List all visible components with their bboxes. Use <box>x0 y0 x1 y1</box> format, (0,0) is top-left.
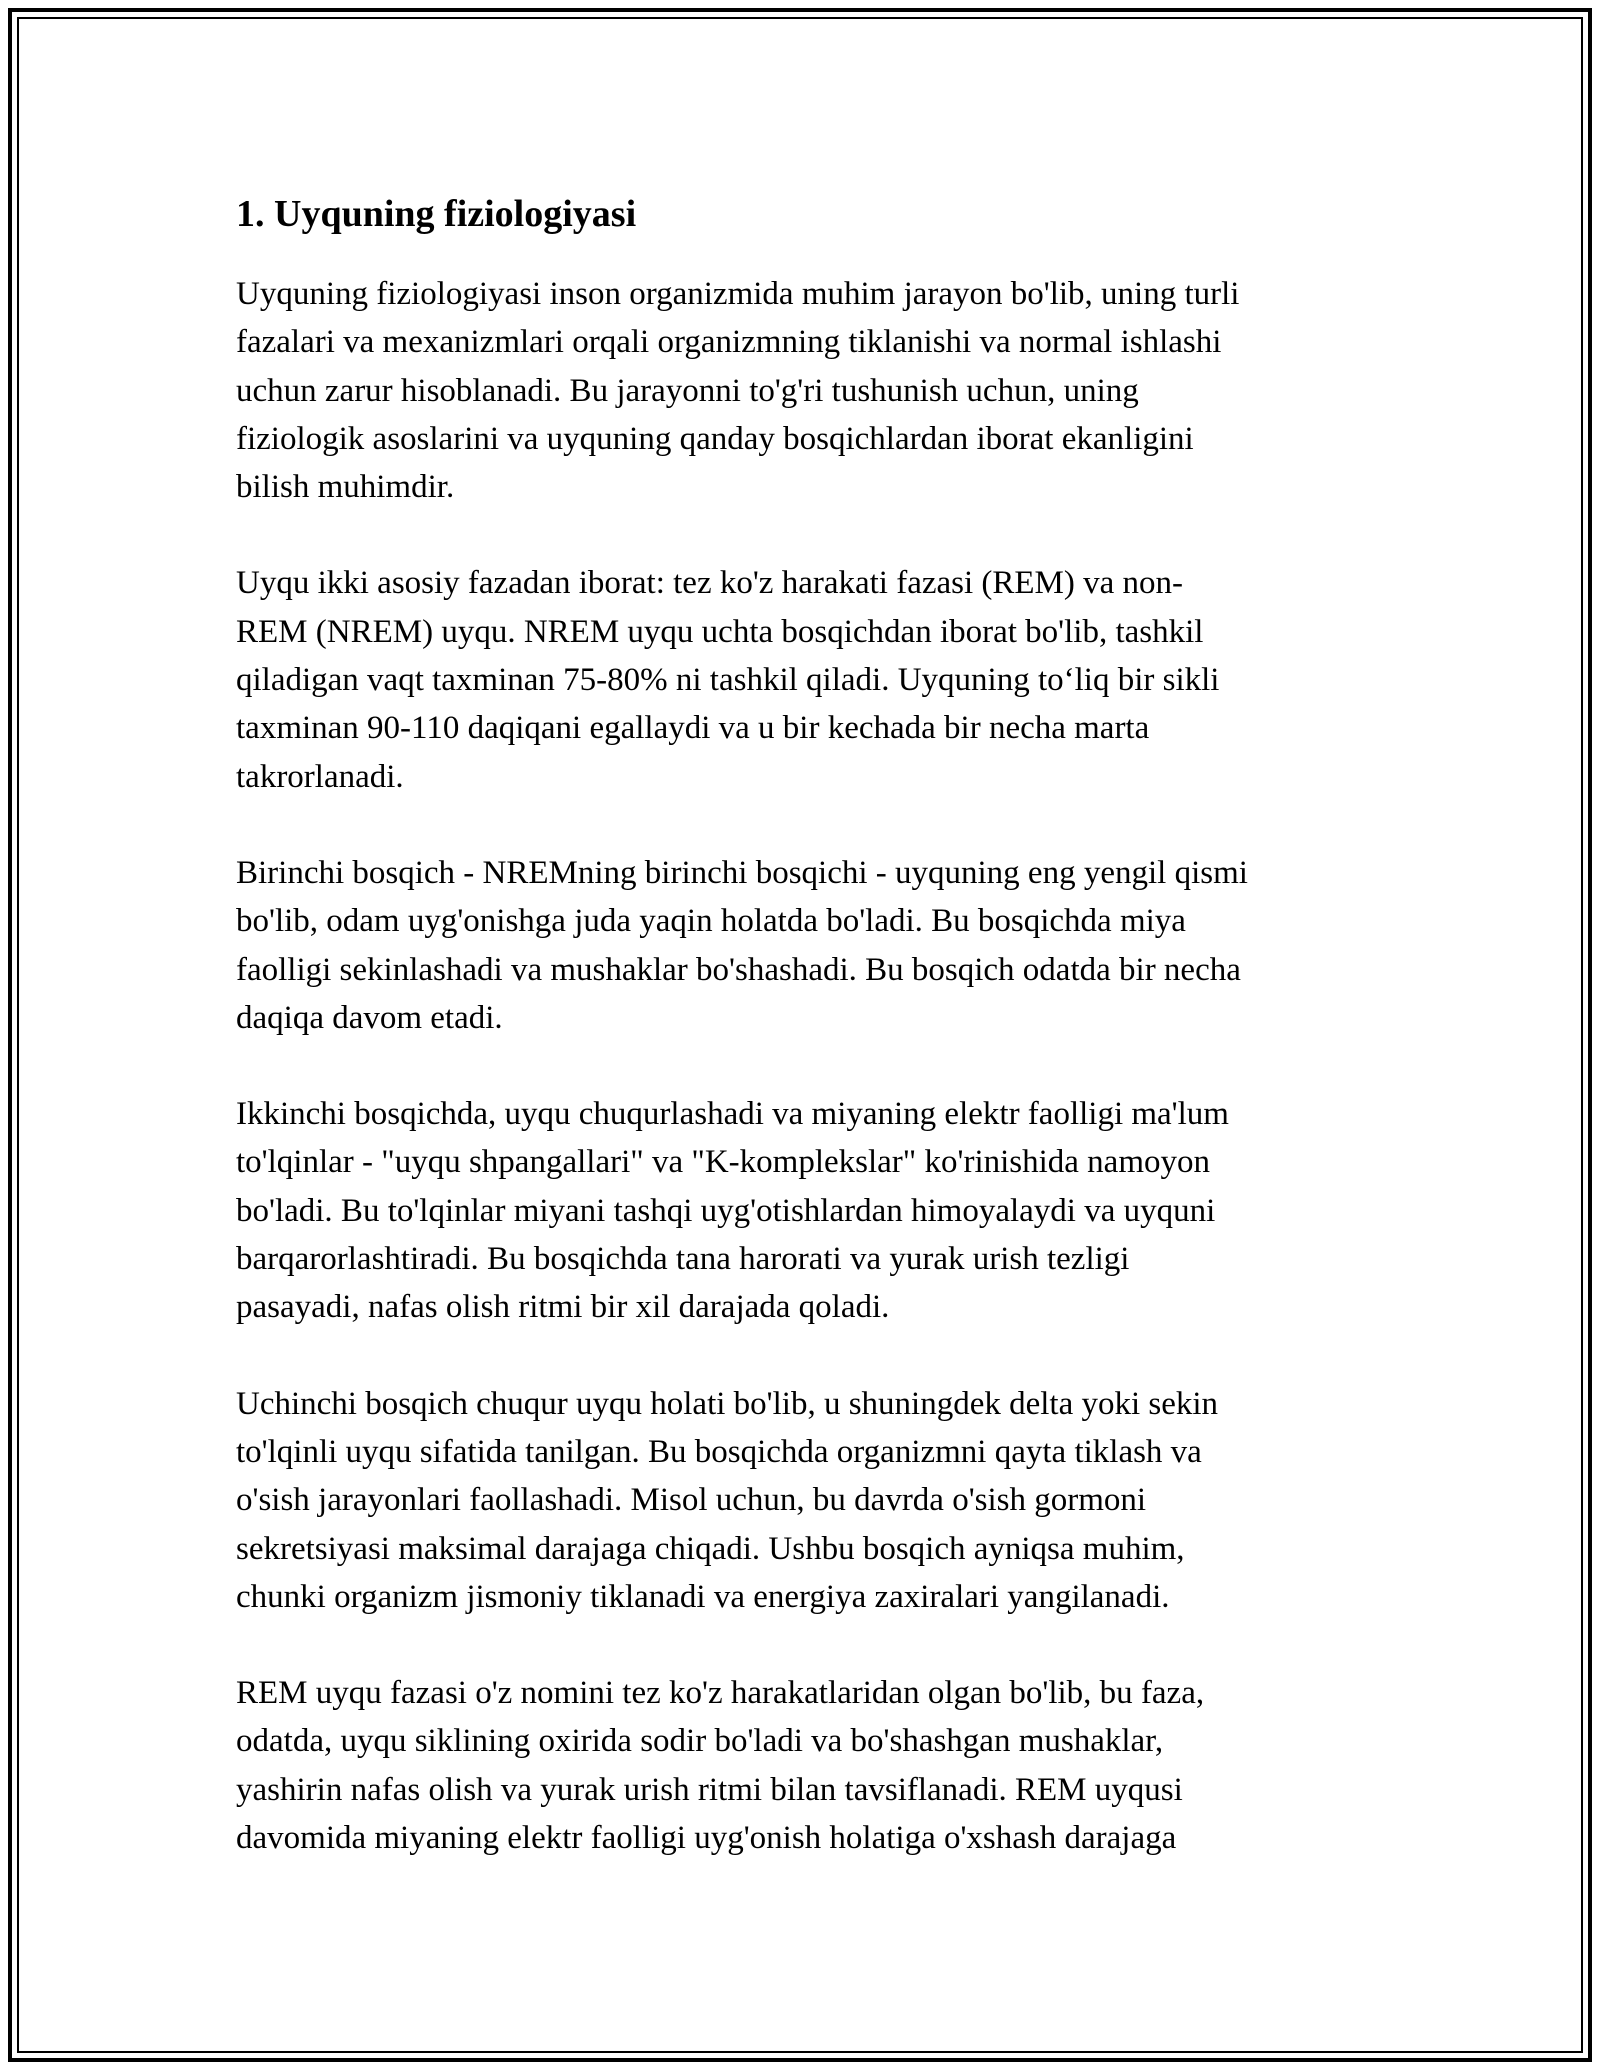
text-line: uchun zarur hisoblanadi. Bu jarayonni to'g'ri tushunish uchun, uning <box>236 372 1139 409</box>
paragraph-third-stage <box>236 1380 1376 1621</box>
text-line: davomida miyaning elektr faolligi uyg'onish holatiga o'xshash darajaga <box>236 1820 1177 1857</box>
paragraph-sleep-phases <box>236 559 1376 800</box>
text-line: o'sish jarayonlari faollashadi. Misol uchun, bu davrda o'sish gormoni <box>236 1482 1147 1519</box>
paragraph-rem-phase <box>236 1669 1376 1862</box>
text-line: bo'lib, odam uyg'onishga juda yaqin holatda bo'ladi. Bu bosqichda miya <box>236 903 1186 940</box>
text-line: odatda, uyqu siklining oxirida sodir bo'ladi va bo'shashgan mushaklar, <box>236 1723 1164 1760</box>
text-line: Uyquning fiziologiyasi inson organizmida muhim jarayon bo'lib, uning turli <box>236 276 1240 312</box>
text-line: yashirin nafas olish va yurak urish ritmi bilan tavsiflanadi. REM uyqusi <box>236 1771 1183 1808</box>
text-line: takrorlanadi. <box>236 758 404 795</box>
text-line: sekretsiyasi maksimal darajaga chiqadi. Ushbu bosqich ayniqsa muhim, <box>236 1530 1185 1567</box>
text-line: daqiqa davom etadi. <box>236 999 503 1036</box>
text-line: bilish muhimdir. <box>236 469 455 506</box>
text-line: chunki organizm jismoniy tiklanadi va energiya zaxiralari yangilanadi. <box>236 1578 1170 1615</box>
text-line: pasayadi, nafas olish ritmi bir xil darajada qoladi. <box>236 1289 890 1326</box>
text-line: REM (NREM) uyqu. NREM uyqu uchta bosqichdan iborat bo'lib, tashkil <box>236 613 1204 650</box>
text-line: taxminan 90-110 daqiqani egallaydi va u bir kechada bir necha marta <box>236 710 1150 747</box>
text-line: REM uyqu fazasi o'z nomini tez ko'z harakatlaridan olgan bo'lib, bu faza, <box>236 1675 1205 1712</box>
text-line: to'lqinlar - "uyqu shpangallari" va "K-komplekslar" ko'rinishida namoyon <box>236 1144 1210 1181</box>
text-line: fazalari va mexanizmlari orqali organizmning tiklanishi va normal ishlashi <box>236 324 1222 361</box>
text-line: to'lqinli uyqu sifatida tanilgan. Bu bosqichda organizmni qayta tiklash va <box>236 1433 1202 1470</box>
text-line: Ikkinchi bosqichda, uyqu chuqurlashadi va miyaning elektr faolligi ma'lum <box>236 1096 1229 1133</box>
text-line: bo'ladi. Bu to'lqinlar miyani tashqi uyg'otishlardan himoyalaydi va uyquni <box>236 1192 1216 1229</box>
paragraph-first-stage <box>236 849 1376 1042</box>
text-line: Birinchi bosqich - NREMning birinchi bosqichi - uyquning eng yengil qismi <box>236 854 1248 891</box>
text-line: qiladigan vaqt taxminan 75-80% ni tashkil qiladi. Uyquning to‘liq bir sikli <box>236 662 1220 699</box>
paragraph-second-stage <box>236 1090 1376 1331</box>
section-heading: 1. Uyquning fiziologiyasi <box>236 193 637 235</box>
document-body <box>236 186 1376 1910</box>
text-line: Uyqu ikki asosiy fazadan iborat: tez ko'z harakati fazasi (REM) va non- <box>236 565 1184 602</box>
text-line: faolligi sekinlashadi va mushaklar bo'shashadi. Bu bosqich odatda bir necha <box>236 951 1241 988</box>
paragraph-intro <box>236 270 1376 511</box>
text-line: barqarorlashtiradi. Bu bosqichda tana harorati va yurak urish tezligi <box>236 1241 1130 1278</box>
text-line: fiziologik asoslarini va uyquning qanday bosqichlardan iborat ekanligini <box>236 420 1194 457</box>
text-line: Uchinchi bosqich chuqur uyqu holati bo'lib, u shuningdek delta yoki sekin <box>236 1385 1219 1422</box>
